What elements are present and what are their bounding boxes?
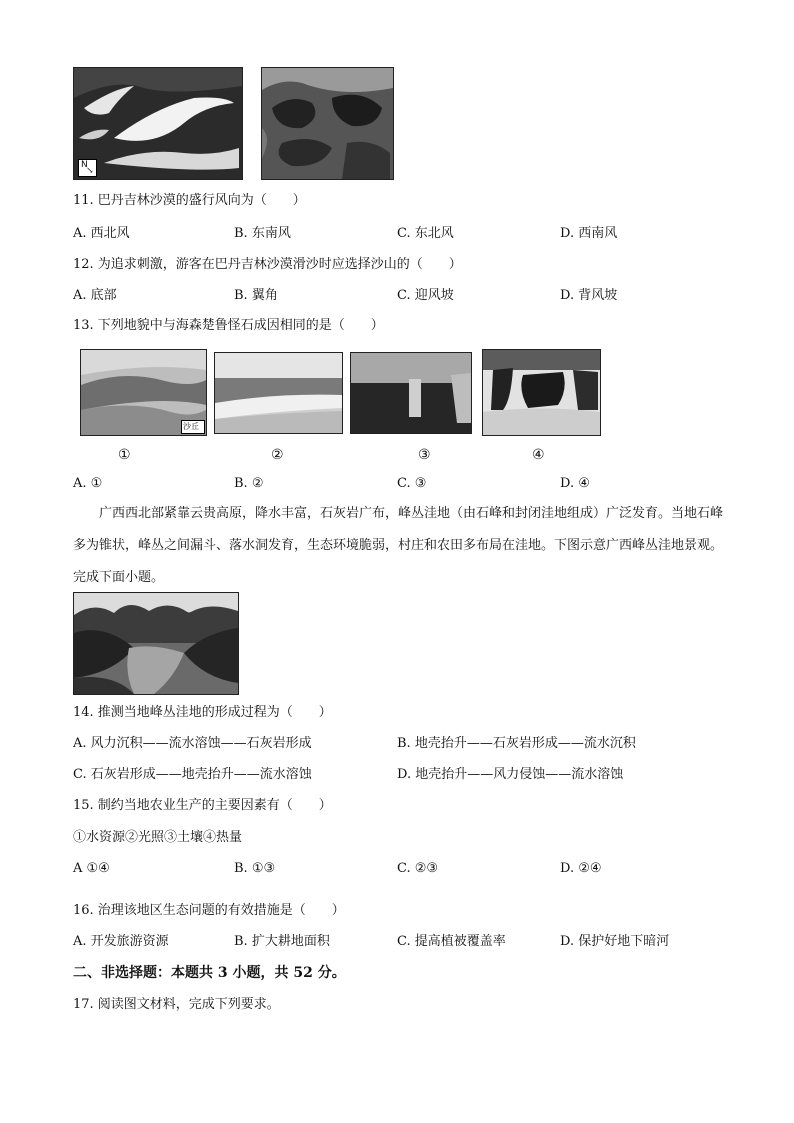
- q13-option-d[interactable]: D. ④: [560, 476, 590, 491]
- q13-photo-4: [482, 349, 601, 436]
- q13-photo-1-tag: [181, 420, 205, 434]
- q13-option-a[interactable]: A. ①: [73, 476, 103, 491]
- q13-photo-2: [214, 352, 343, 434]
- dune-photo: [73, 67, 243, 180]
- q14-option-b[interactable]: B. 地壳抬升——石灰岩形成——流水沉积: [397, 736, 636, 751]
- q11-stem: 11. 巴丹吉林沙漠的盛行风向为（ ）: [73, 193, 306, 208]
- q16-option-d[interactable]: D. 保护好地下暗河: [560, 934, 670, 949]
- q14-stem: 14. 推测当地峰丛洼地的形成过程为（ ）: [73, 705, 332, 720]
- q11-option-d[interactable]: D. 西南风: [560, 226, 618, 241]
- q15-factors: ①水资源②光照③土壤④热量: [73, 830, 243, 845]
- q13-option-b[interactable]: B. ②: [234, 476, 264, 491]
- q15-stem: 15. 制约当地农业生产的主要因素有（ ）: [73, 798, 332, 813]
- q13-photo-1: [80, 349, 207, 436]
- q15-option-b[interactable]: B. ①③: [234, 861, 276, 876]
- north-arrow-label: N: [81, 160, 88, 170]
- q14-option-c[interactable]: C. 石灰岩形成——地壳抬升——流水溶蚀: [73, 767, 312, 782]
- karst-photo: [73, 592, 239, 695]
- section-heading: 二、非选择题：本题共 3 小题，共 52 分。: [73, 965, 346, 981]
- q13-option-c[interactable]: C. ③: [397, 476, 427, 491]
- q11-option-b[interactable]: B. 东南风: [234, 226, 291, 241]
- q13-caption-4: ④: [532, 447, 545, 463]
- q15-option-a[interactable]: A ①④: [73, 861, 110, 876]
- q13-caption-1: ①: [118, 447, 131, 463]
- q17-stem: 17. 阅读图文材料，完成下列要求。: [73, 997, 280, 1012]
- q13-caption-3: ③: [418, 447, 431, 463]
- q11-option-a[interactable]: A. 西北风: [73, 226, 130, 241]
- q13-photo-1-tag-label: 沙丘: [183, 422, 199, 431]
- q13-photo-3: [350, 352, 472, 434]
- q16-option-b[interactable]: B. 扩大耕地面积: [234, 934, 330, 949]
- q13-caption-2: ②: [271, 447, 284, 463]
- q15-option-c[interactable]: C. ②③: [397, 861, 439, 876]
- q11-option-c[interactable]: C. 东北风: [397, 226, 454, 241]
- q16-stem: 16. 治理该地区生态问题的有效措施是（ ）: [73, 903, 345, 918]
- q14-option-d[interactable]: D. 地壳抬升——风力侵蚀——流水溶蚀: [397, 767, 624, 782]
- q16-option-a[interactable]: A. 开发旅游资源: [73, 934, 169, 949]
- q15-option-d[interactable]: D. ②④: [560, 861, 602, 876]
- q12-option-c[interactable]: C. 迎风坡: [397, 288, 454, 303]
- q12-stem: 12. 为追求刺激，游客在巴丹吉林沙漠滑沙时应选择沙山的（ ）: [73, 257, 462, 272]
- north-arrow-box: [78, 159, 97, 177]
- q12-option-a[interactable]: A. 底部: [73, 288, 117, 303]
- north-arrow-icon: ↘: [86, 166, 94, 176]
- q13-stem: 13. 下列地貌中与海森楚鲁怪石成因相同的是（ ）: [73, 318, 384, 333]
- q12-option-d[interactable]: D. 背风坡: [560, 288, 618, 303]
- q14-option-a[interactable]: A. 风力沉积——流水溶蚀——石灰岩形成: [73, 736, 312, 751]
- rock-photo: [261, 67, 394, 180]
- passage-text: 广西西北部紧靠云贵高原，降水丰富，石灰岩广布，峰丛洼地（由石峰和封闭洼地组成）广泛发育。当地石峰多为锥状，峰丛之间漏斗、落水洞发育，生态环境脆弱，村庄和农田多布局在洼地。下图示意广西峰丛洼地景观。完成下面小题。: [73, 506, 724, 585]
- q16-option-c[interactable]: C. 提高植被覆盖率: [397, 934, 506, 949]
- q12-option-b[interactable]: B. 翼角: [234, 288, 278, 303]
